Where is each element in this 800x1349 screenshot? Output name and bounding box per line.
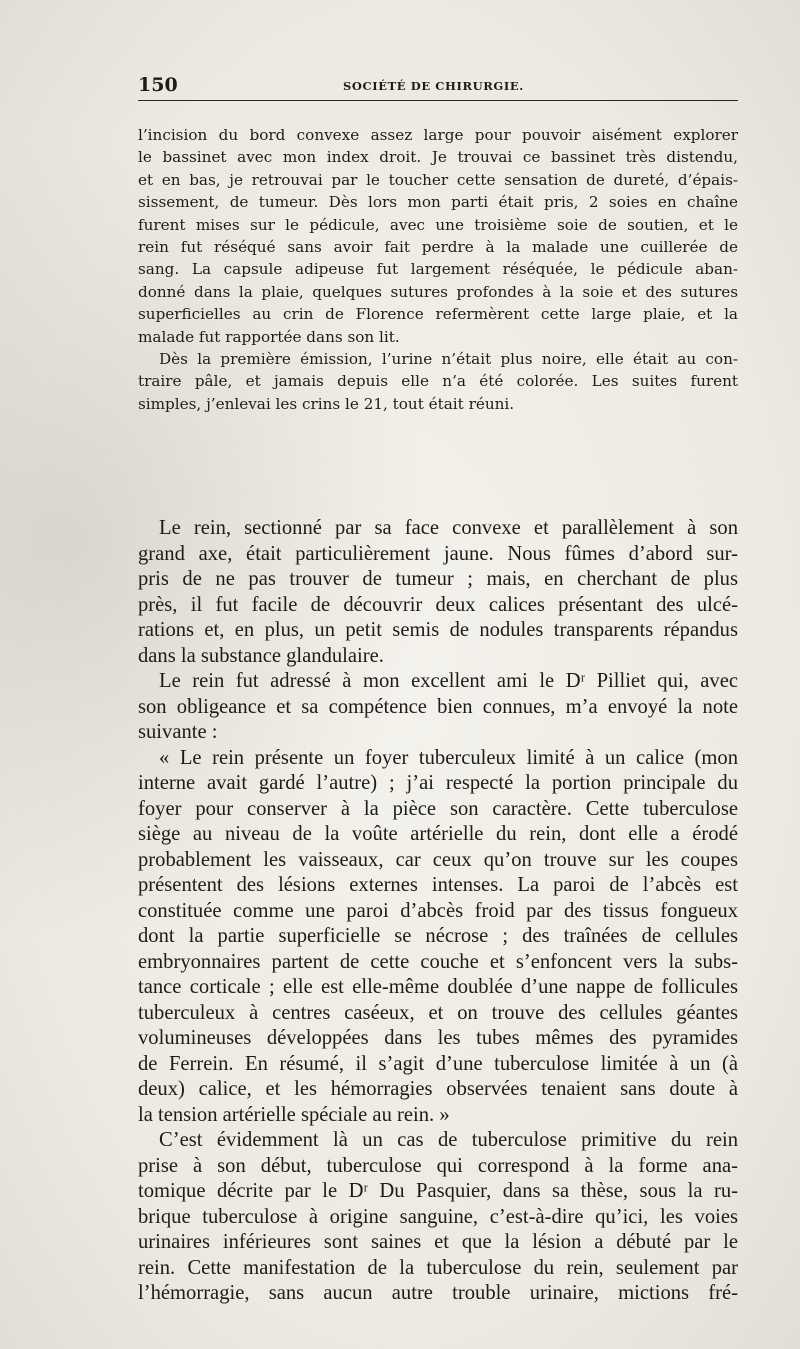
text-line: rein. Cette manifestation de la tuberculose du rein, seulement par bbox=[138, 1256, 738, 1279]
text-line: foyer pour conserver à la pièce son caractère. Cette tuberculose bbox=[138, 797, 738, 820]
text-line: l’incision du bord convexe assez large pour pouvoir aisément explorer bbox=[138, 126, 738, 144]
running-head: SOCIÉTÉ DE CHIRURGIE. bbox=[343, 79, 524, 93]
text-line: l’hémorragie, sans aucun autre trouble urinaire, mictions fré- bbox=[138, 1282, 738, 1304]
text-line: Le rein fut adressé à mon excellent ami le Dʳ Pilliet qui, avec bbox=[159, 670, 738, 692]
text-line: deux) calice, et les hémorragies observées tenaient sans doute à bbox=[138, 1078, 738, 1100]
text-line: sissement, de tumeur. Dès lors mon parti était pris, 2 soies en chaîne bbox=[138, 193, 738, 212]
text-line: présentent des lésions externes intenses. La paroi de l’abcès est bbox=[138, 874, 738, 896]
text-line: tuberculeux à centres caséeux, et on trouve des cellules géantes bbox=[138, 1001, 738, 1024]
text-line: tance corticale ; elle est elle-même doublée d’une nappe de follicules bbox=[138, 976, 738, 998]
text-line: furent mises sur le pédicule, avec une troisième soie de soutien, et le bbox=[138, 215, 738, 234]
text-line: donné dans la plaie, quelques sutures profondes à la soie et des sutures bbox=[138, 282, 738, 301]
text-line: « Le rein présente un foyer tuberculeux limité à un calice (mon bbox=[159, 746, 738, 769]
text-line: malade fut rapportée dans son lit. bbox=[138, 327, 400, 346]
text-line: urinaires inférieures sont saines et que la lésion a débuté par le bbox=[138, 1231, 738, 1253]
text-line: dont la partie superficielle se nécrose ; des traînées de cellules bbox=[138, 925, 738, 947]
operation-report-text bbox=[138, 124, 738, 415]
text-line: Le rein, sectionné par sa face convexe et parallèlement à son bbox=[159, 517, 738, 539]
text-line: rein fut réséqué sans avoir fait perdre à la malade une cuillerée de bbox=[138, 238, 738, 257]
pathology-text bbox=[138, 516, 738, 1307]
text-line: la tension artérielle spéciale au rein. » bbox=[138, 1103, 450, 1126]
text-line: probablement les vaisseaux, car ceux qu’on trouve sur les coupes bbox=[138, 848, 738, 871]
text-line: constituée comme une paroi d’abcès froid par des tissus fongueux bbox=[138, 899, 738, 922]
text-line: traire pâle, et jamais depuis elle n’a été colorée. Les suites furent bbox=[138, 372, 738, 391]
book-page bbox=[138, 70, 738, 1304]
text-line: embryonnaires partent de cette couche et s’enfoncent vers la subs- bbox=[138, 950, 738, 973]
text-line: et en bas, je retrouvai par le toucher cette sensation de dureté, d’épais- bbox=[138, 170, 738, 189]
text-line: prise à son début, tuberculose qui correspond à la forme ana- bbox=[138, 1154, 738, 1177]
page-header bbox=[138, 70, 738, 101]
text-line: le bassinet avec mon index droit. Je trouvai ce bassinet très distendu, bbox=[138, 148, 738, 167]
text-line: son obligeance et sa compétence bien connues, m’a envoyé la note bbox=[138, 695, 738, 718]
text-line: dans la substance glandulaire. bbox=[138, 644, 384, 667]
text-line: sang. La capsule adipeuse fut largement réséquée, le pédicule aban- bbox=[138, 260, 738, 279]
text-line: simples, j’enlevai les crins le 21, tout était réuni. bbox=[138, 394, 515, 413]
text-line: pris de ne pas trouver de tumeur ; mais, en cherchant de plus bbox=[138, 568, 738, 590]
text-line: C’est évidemment là un cas de tuberculose primitive du rein bbox=[159, 1129, 738, 1151]
text-line: de Ferrein. En résumé, il s’agit d’une tuberculose limitée à un (à bbox=[138, 1052, 738, 1075]
text-line: rations et, en plus, un petit semis de nodules transparents répandus bbox=[138, 619, 738, 641]
text-line: près, il fut facile de découvrir deux calices présentant des ulcé- bbox=[138, 593, 738, 616]
text-line: tomique décrite par le Dʳ Du Pasquier, dans sa thèse, sous la ru- bbox=[138, 1180, 738, 1202]
text-line: interne avait gardé l’autre) ; j’ai respecté la portion principale du bbox=[138, 772, 738, 794]
text-line: Dès la première émission, l’urine n’était plus noire, elle était au con- bbox=[159, 350, 738, 369]
text-line: superficielles au crin de Florence refermèrent cette large plaie, et la bbox=[138, 305, 738, 324]
text-line: brique tuberculose à origine sanguine, c’est-à-dire qu’ici, les voies bbox=[138, 1205, 738, 1228]
text-line: siège au niveau de la voûte artérielle du rein, dont elle a érodé bbox=[138, 823, 738, 845]
page-number: 150 bbox=[138, 74, 178, 96]
text-line: grand axe, était particulièrement jaune. Nous fûmes d’abord sur- bbox=[138, 542, 738, 565]
text-line: suivante : bbox=[138, 721, 218, 743]
text-line: volumineuses développées dans les tubes mêmes des pyramides bbox=[138, 1027, 738, 1049]
